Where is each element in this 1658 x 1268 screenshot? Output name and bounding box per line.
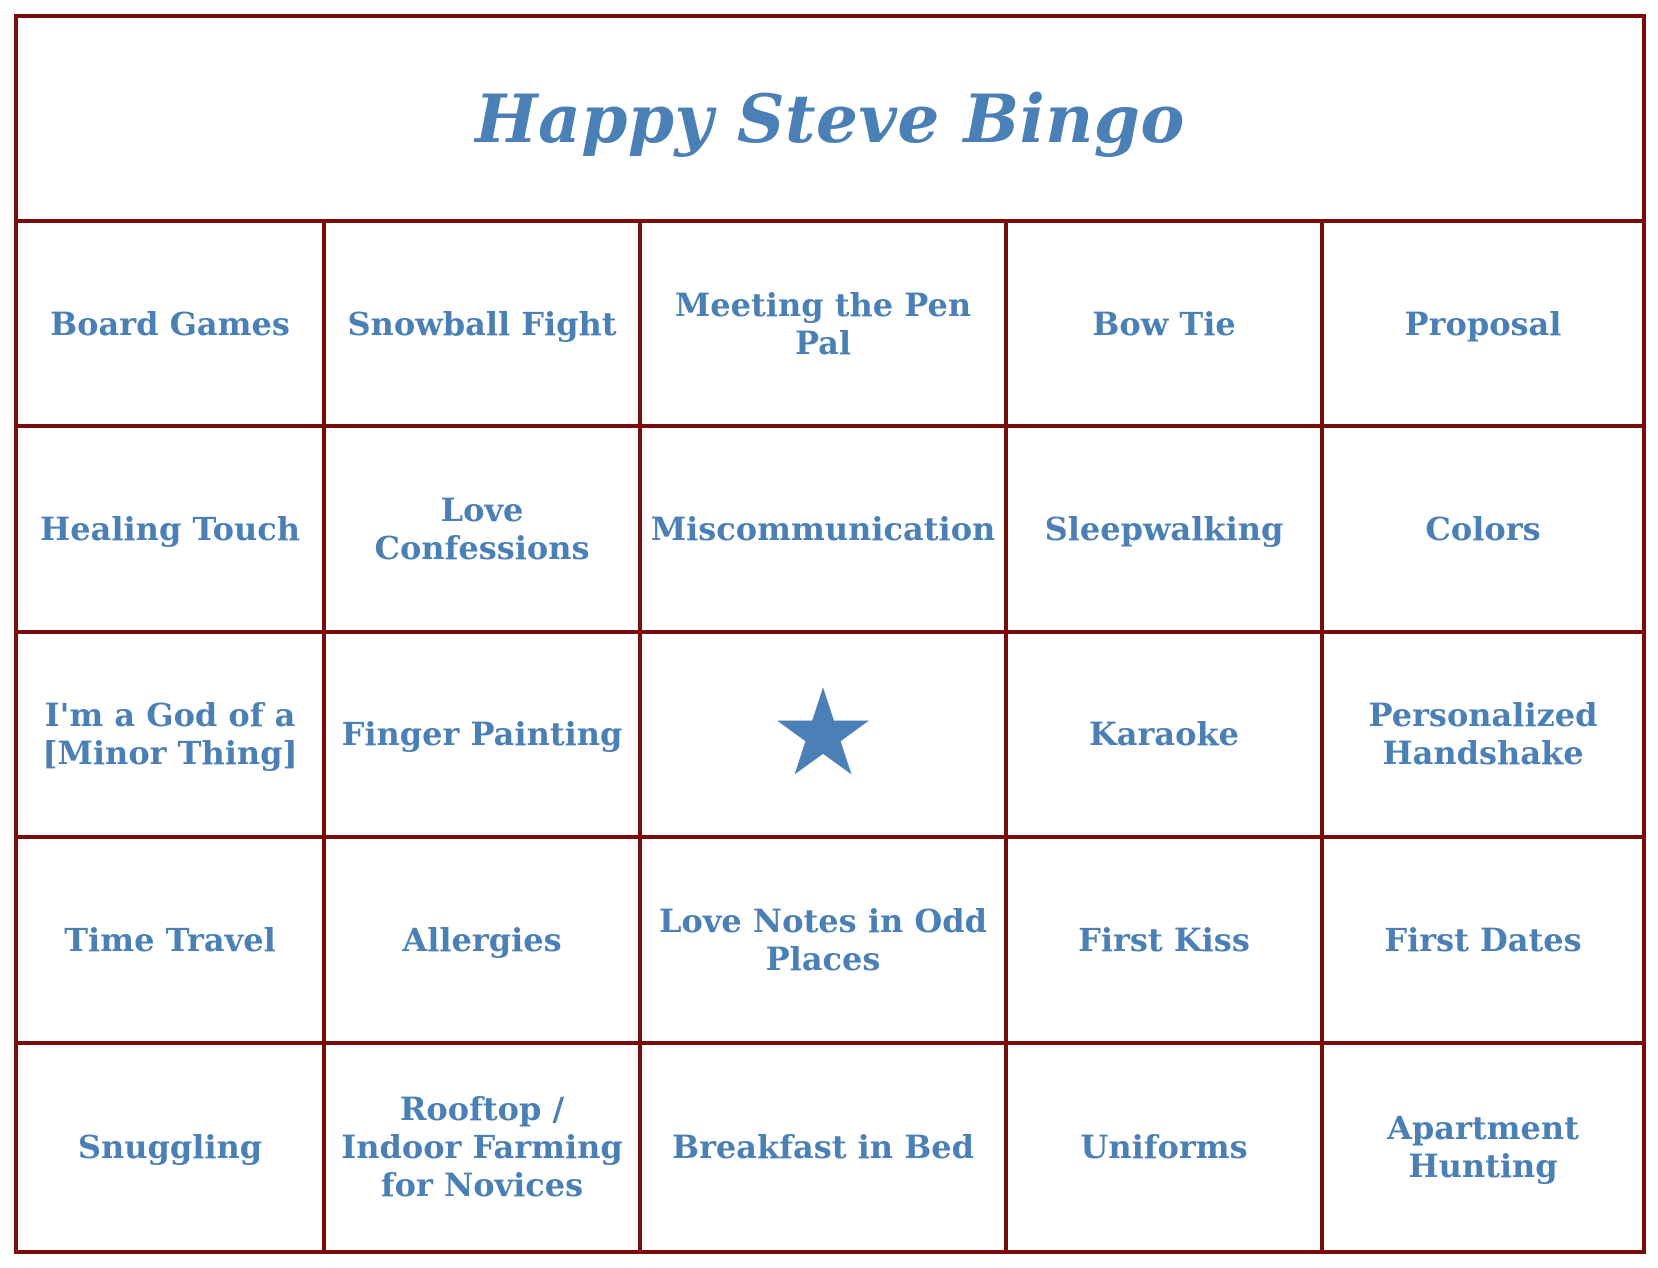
cell-label: Miscommunication	[650, 510, 996, 549]
bingo-cell[interactable]	[1008, 634, 1324, 839]
bingo-cell[interactable]	[1008, 1045, 1324, 1250]
cell-label: Board Games	[50, 304, 290, 343]
bingo-cell[interactable]	[326, 223, 642, 428]
bingo-cell[interactable]	[1008, 223, 1324, 428]
bingo-cell[interactable]	[326, 634, 642, 839]
cell-label: Proposal	[1404, 304, 1562, 343]
bingo-cell[interactable]	[642, 428, 1008, 633]
cell-label: Breakfast in Bed	[672, 1128, 974, 1167]
cell-label: Colors	[1425, 510, 1541, 549]
bingo-cell[interactable]	[326, 1045, 642, 1250]
bingo-cell[interactable]	[18, 634, 326, 839]
bingo-cell[interactable]	[1008, 839, 1324, 1044]
cell-label: Time Travel	[64, 920, 276, 959]
bingo-cell[interactable]	[326, 428, 642, 633]
cell-label: Rooftop / Indoor Farming for Novices	[341, 1090, 623, 1205]
bingo-board	[14, 14, 1646, 1254]
bingo-cell[interactable]	[642, 223, 1008, 428]
bingo-cell[interactable]	[18, 1045, 326, 1250]
bingo-cell[interactable]	[1324, 634, 1642, 839]
cell-label: Snowball Fight	[347, 304, 617, 343]
bingo-cell[interactable]	[642, 839, 1008, 1044]
cell-label: Sleepwalking	[1044, 510, 1284, 549]
cell-label: Love Notes in Odd Places	[658, 901, 987, 978]
free-space-cell[interactable]	[642, 634, 1008, 839]
page-title: Happy Steve Bingo	[475, 79, 1185, 158]
cell-label: I'm a God of a [Minor Thing]	[42, 696, 298, 773]
bingo-cell[interactable]	[18, 428, 326, 633]
bingo-grid	[18, 223, 1642, 1250]
bingo-cell[interactable]	[642, 1045, 1008, 1250]
cell-label: Uniforms	[1080, 1128, 1248, 1167]
bingo-cell[interactable]	[18, 839, 326, 1044]
bingo-cell[interactable]	[1324, 223, 1642, 428]
title-row	[18, 18, 1642, 223]
cell-label: Love Confessions	[374, 491, 590, 568]
cell-label: Snuggling	[77, 1128, 263, 1167]
bingo-cell[interactable]	[1324, 839, 1642, 1044]
cell-label: Meeting the Pen Pal	[674, 285, 972, 362]
bingo-cell[interactable]	[326, 839, 642, 1044]
cell-label: Allergies	[402, 920, 562, 959]
cell-label: Personalized Handshake	[1368, 696, 1598, 773]
cell-label: Karaoke	[1088, 715, 1239, 754]
cell-label: Finger Painting	[341, 715, 623, 754]
star-icon: ★	[769, 664, 877, 804]
bingo-cell[interactable]	[18, 223, 326, 428]
cell-label: Bow Tie	[1092, 304, 1236, 343]
cell-label: First Kiss	[1078, 920, 1250, 959]
cell-label: First Dates	[1384, 920, 1582, 959]
cell-label: Healing Touch	[40, 510, 300, 549]
bingo-cell[interactable]	[1324, 428, 1642, 633]
cell-label: Apartment Hunting	[1387, 1109, 1579, 1186]
bingo-cell[interactable]	[1008, 428, 1324, 633]
bingo-cell[interactable]	[1324, 1045, 1642, 1250]
